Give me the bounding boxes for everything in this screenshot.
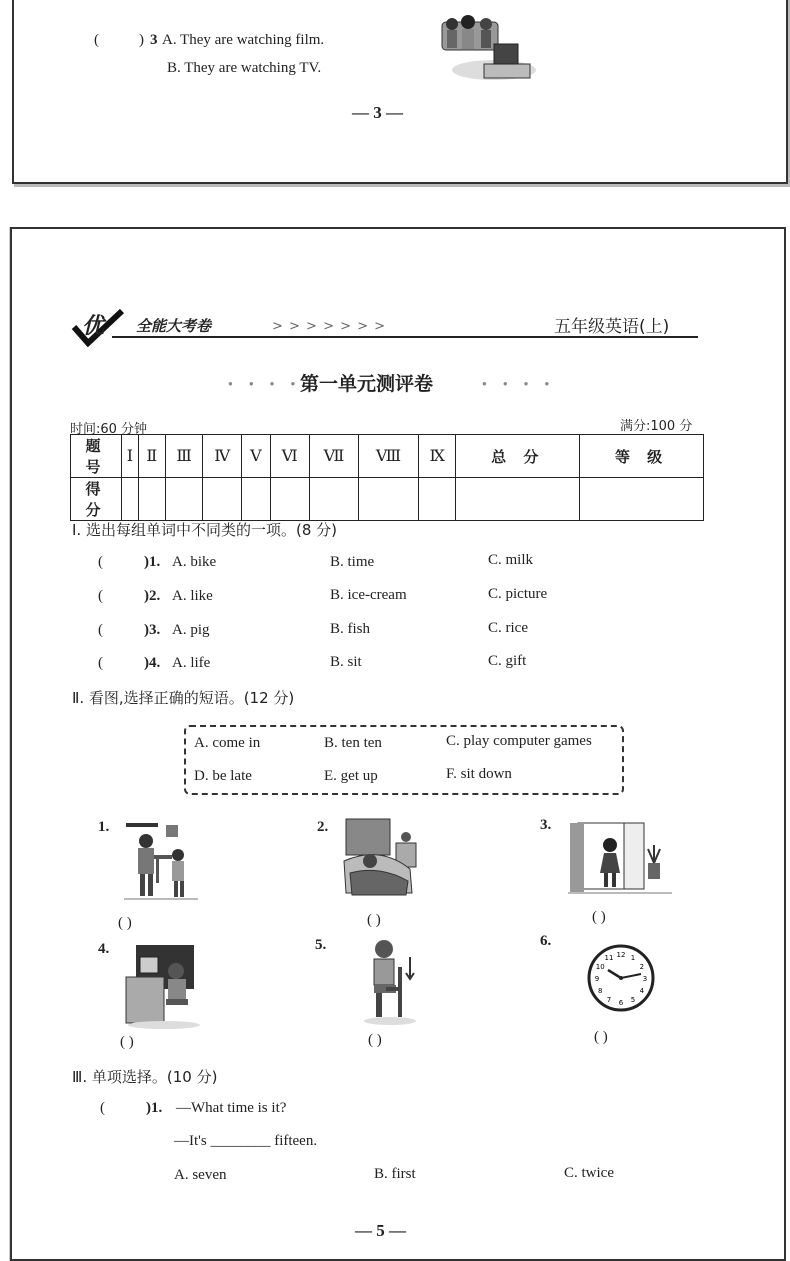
page-number: — 5 —	[355, 1221, 406, 1240]
phrase-options-box	[184, 725, 624, 795]
option-c: C. twice	[564, 1165, 614, 1181]
phrase-option: A. come in	[194, 735, 261, 751]
picture-answer[interactable]: ( )	[367, 912, 381, 928]
picture-number: 4.	[98, 941, 110, 957]
picture-number: 5.	[315, 937, 327, 953]
clock-numeral: 11	[604, 954, 614, 963]
clock-numeral: 8	[597, 987, 603, 995]
score-cell[interactable]	[122, 478, 139, 521]
item-number: )1.	[144, 554, 161, 570]
table-cell: Ⅸ	[418, 435, 456, 478]
picture-number: 2.	[317, 819, 329, 835]
score-cell[interactable]	[359, 478, 419, 521]
header-logo	[68, 307, 268, 347]
picture-answer[interactable]: ( )	[118, 915, 132, 931]
score-cell[interactable]	[165, 478, 203, 521]
phrase-option: F. sit down	[446, 766, 512, 782]
section-1-heading: Ⅰ. 选出每组单词中不同类的一项。(8 分)	[72, 521, 337, 539]
option-b: B. first	[374, 1166, 416, 1182]
option-b: B. time	[330, 554, 375, 570]
option-c: C. milk	[488, 552, 534, 568]
score-table-header-row	[71, 435, 704, 478]
answer-paren-open: (	[98, 655, 103, 671]
answer-paren-open: (	[98, 554, 103, 570]
answer-paren-open: (	[100, 1100, 105, 1116]
teacher-and-students-illustration	[120, 819, 200, 905]
score-cell[interactable]	[242, 478, 271, 521]
clock-numeral: 5	[630, 995, 636, 1004]
option-a: A. They are watching film.	[162, 32, 325, 48]
picture-answer[interactable]: ( )	[594, 1029, 608, 1045]
clock-numeral: 6	[618, 999, 624, 1007]
phrase-option: E. get up	[324, 768, 378, 784]
test-title-row	[228, 369, 558, 397]
score-cell[interactable]	[203, 478, 242, 521]
phrase-option: B. ten ten	[324, 735, 382, 751]
score-cell[interactable]	[418, 478, 456, 521]
test-title: 第一单元测评卷	[300, 373, 434, 395]
option-a: A. life	[172, 655, 211, 671]
answer-paren-open: (	[94, 32, 99, 48]
page-number: — 3 —	[352, 103, 403, 122]
full-score: 满分:100 分	[620, 419, 693, 434]
clock-numeral: 7	[606, 995, 612, 1004]
girl-coming-in-door-illustration	[568, 819, 672, 897]
answer-paren-open: (	[98, 622, 103, 638]
boy-in-bed-illustration	[340, 815, 422, 903]
clock-numeral: 12	[616, 951, 626, 959]
time-limit: 时间:60 分钟	[70, 422, 148, 437]
clock-numeral: 3	[642, 975, 648, 983]
family-watching-tv-illustration	[434, 4, 538, 86]
title-dots-left: ● ● ● ●	[228, 379, 303, 388]
phrase-option: C. play computer games	[446, 733, 592, 749]
picture-answer[interactable]: ( )	[368, 1032, 382, 1048]
boy-playing-computer-illustration	[120, 941, 206, 1029]
picture-answer[interactable]: ( )	[592, 909, 606, 925]
table-cell: 总 分	[456, 435, 580, 478]
option-c: C. gift	[488, 653, 527, 669]
answer-paren-close: )	[139, 32, 144, 48]
test-page	[10, 227, 786, 1261]
header-rule	[112, 336, 698, 338]
question-stem: —What time is it?	[176, 1100, 287, 1116]
option-c: C. picture	[488, 586, 548, 602]
table-cell: 等 级	[580, 435, 704, 478]
question-line-2: —It's ________ fifteen.	[174, 1133, 318, 1149]
clock-numeral: 9	[594, 975, 600, 983]
answer-paren-open: (	[98, 588, 103, 604]
score-cell[interactable]	[270, 478, 309, 521]
boy-sitting-down-illustration	[358, 937, 418, 1029]
item-number: )3.	[144, 622, 161, 638]
logo-text: 全能大考卷	[136, 317, 212, 335]
picture-number: 3.	[540, 817, 552, 833]
table-cell: Ⅳ	[203, 435, 242, 478]
table-cell: Ⅰ	[122, 435, 139, 478]
title-dots-right: ● ● ● ●	[482, 379, 557, 388]
table-cell: Ⅱ	[138, 435, 165, 478]
item-number: )1.	[146, 1100, 163, 1116]
previous-page	[12, 0, 788, 184]
option-a: A. bike	[172, 554, 217, 570]
picture-answer[interactable]: ( )	[120, 1034, 134, 1050]
option-a: A. pig	[172, 622, 210, 638]
phrase-option: D. be late	[194, 768, 252, 784]
table-cell: 题 号	[71, 435, 122, 478]
option-b: B. They are watching TV.	[167, 60, 322, 76]
score-cell[interactable]	[456, 478, 580, 521]
header-arrows: > > > > > > >	[272, 319, 387, 334]
table-cell: Ⅲ	[165, 435, 203, 478]
score-cell[interactable]	[138, 478, 165, 521]
table-cell: Ⅷ	[359, 435, 419, 478]
score-table	[70, 434, 704, 521]
option-c: C. rice	[488, 620, 528, 636]
logo-mark: 优	[82, 313, 105, 339]
option-a: A. seven	[174, 1167, 227, 1183]
table-cell: Ⅶ	[309, 435, 358, 478]
picture-number: 1.	[98, 819, 110, 835]
clock-numeral: 2	[639, 963, 645, 971]
clock-icon	[586, 943, 656, 1013]
table-cell: 得 分	[71, 478, 122, 521]
picture-number: 6.	[540, 933, 552, 949]
clock-numeral: 4	[639, 987, 645, 995]
question-number: 3	[150, 32, 158, 48]
option-b: B. sit	[330, 654, 362, 670]
option-b: B. ice-cream	[330, 587, 407, 603]
table-cell: Ⅵ	[270, 435, 309, 478]
item-number: )4.	[144, 655, 161, 671]
grade-title: 五年级英语(上)	[554, 317, 670, 337]
score-table-score-row	[71, 478, 704, 521]
item-number: )2.	[144, 588, 161, 604]
score-cell[interactable]	[580, 478, 704, 521]
option-a: A. like	[172, 588, 213, 604]
option-b: B. fish	[330, 621, 371, 637]
section-3-heading: Ⅲ. 单项选择。(10 分)	[72, 1068, 218, 1086]
clock-numeral: 10	[595, 963, 605, 971]
section-2-heading: Ⅱ. 看图,选择正确的短语。(12 分)	[72, 689, 295, 707]
score-cell[interactable]	[309, 478, 358, 521]
clock-numeral: 1	[630, 954, 636, 963]
table-cell: Ⅴ	[242, 435, 271, 478]
